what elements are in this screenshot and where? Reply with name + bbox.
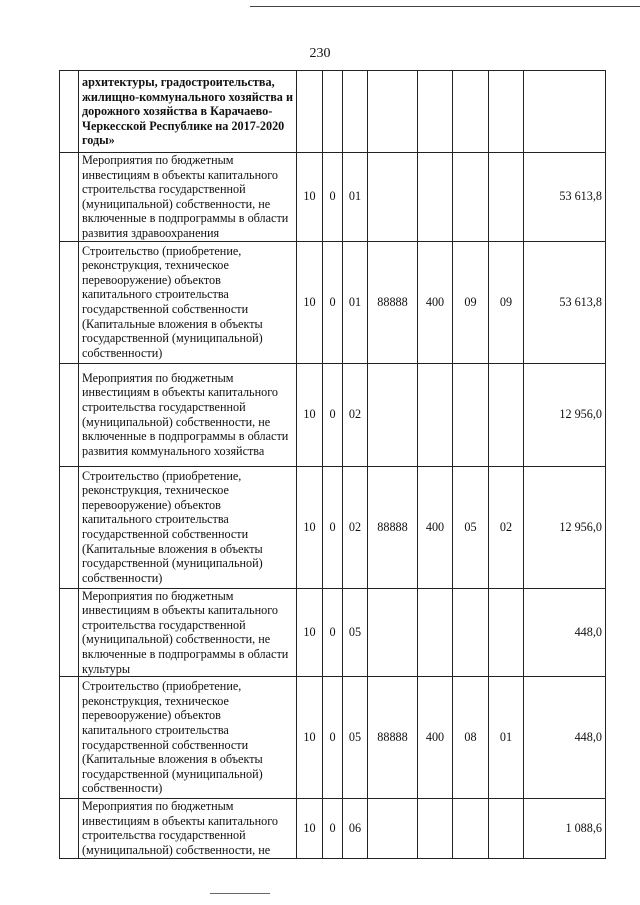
subsection-code bbox=[489, 71, 524, 153]
subsection-code bbox=[489, 588, 524, 677]
table-row bbox=[60, 466, 606, 588]
direction-code bbox=[368, 71, 418, 153]
amount-value: 53 613,8 bbox=[524, 153, 606, 242]
expense-type-code bbox=[418, 588, 453, 677]
amount-value: 12 956,0 bbox=[524, 466, 606, 588]
row-margin-cell bbox=[60, 588, 79, 677]
program-code: 10 bbox=[297, 799, 323, 858]
subprogram-code: 0 bbox=[323, 363, 343, 466]
expense-type-code bbox=[418, 153, 453, 242]
row-margin-cell bbox=[60, 363, 79, 466]
subsection-code bbox=[489, 799, 524, 858]
section-code: 09 bbox=[453, 241, 489, 363]
direction-code: 88888 bbox=[368, 466, 418, 588]
subprogram-code: 0 bbox=[323, 799, 343, 858]
section-code: 05 bbox=[453, 466, 489, 588]
amount-value: 448,0 bbox=[524, 677, 606, 799]
bottom-line bbox=[210, 893, 270, 894]
budget-table bbox=[59, 70, 606, 859]
activity-code: 01 bbox=[343, 153, 368, 242]
subprogram-code: 0 bbox=[323, 588, 343, 677]
subprogram-code: 0 bbox=[323, 153, 343, 242]
row-margin-cell bbox=[60, 677, 79, 799]
direction-code bbox=[368, 363, 418, 466]
program-code: 10 bbox=[297, 466, 323, 588]
row-margin-cell bbox=[60, 71, 79, 153]
program-code: 10 bbox=[297, 153, 323, 242]
table-row bbox=[60, 241, 606, 363]
table-row bbox=[60, 799, 606, 858]
subprogram-code: 0 bbox=[323, 466, 343, 588]
table-row bbox=[60, 71, 606, 153]
amount-value: 1 088,6 bbox=[524, 799, 606, 858]
row-margin-cell bbox=[60, 153, 79, 242]
section-code bbox=[453, 363, 489, 466]
direction-code: 88888 bbox=[368, 677, 418, 799]
activity-code: 02 bbox=[343, 466, 368, 588]
row-name: Строительство (приобретение, реконструкция, техническое перевооружение) объектов капитального строительства государственной собственности (Капитальные вложения в объекты государственной (муниципальной) собственности) bbox=[79, 466, 297, 588]
activity-code bbox=[343, 71, 368, 153]
expense-type-code: 400 bbox=[418, 241, 453, 363]
direction-code bbox=[368, 588, 418, 677]
activity-code: 06 bbox=[343, 799, 368, 858]
table-row bbox=[60, 677, 606, 799]
row-name: Мероприятия по бюджетным инвестициям в объекты капитального строительства государственной (муниципальной) собственности, не включенные в подпрограммы в области развития здравоохранения bbox=[79, 153, 297, 242]
program-code: 10 bbox=[297, 677, 323, 799]
direction-code bbox=[368, 799, 418, 858]
activity-code: 02 bbox=[343, 363, 368, 466]
direction-code: 88888 bbox=[368, 241, 418, 363]
section-code bbox=[453, 71, 489, 153]
table-row bbox=[60, 588, 606, 677]
activity-code: 05 bbox=[343, 588, 368, 677]
amount-value: 53 613,8 bbox=[524, 241, 606, 363]
table-row bbox=[60, 363, 606, 466]
amount-value: 448,0 bbox=[524, 588, 606, 677]
amount-value: 12 956,0 bbox=[524, 363, 606, 466]
row-margin-cell bbox=[60, 241, 79, 363]
program-code: 10 bbox=[297, 588, 323, 677]
row-name: Мероприятия по бюджетным инвестициям в объекты капитального строительства государственной (муниципальной) собственности, не включенные в подпрограммы в области развития коммунального хозяйства bbox=[79, 363, 297, 466]
program-code bbox=[297, 71, 323, 153]
row-name: Мероприятия по бюджетным инвестициям в объекты капитального строительства государственной (муниципальной) собственности, не bbox=[79, 799, 297, 858]
row-margin-cell bbox=[60, 799, 79, 858]
expense-type-code bbox=[418, 363, 453, 466]
subsection-code: 01 bbox=[489, 677, 524, 799]
section-code bbox=[453, 588, 489, 677]
section-code bbox=[453, 799, 489, 858]
table-row bbox=[60, 153, 606, 242]
row-name: Мероприятия по бюджетным инвестициям в объекты капитального строительства государственной (муниципальной) собственности, не включенные в подпрограммы в области культуры bbox=[79, 588, 297, 677]
expense-type-code: 400 bbox=[418, 466, 453, 588]
subsection-code: 02 bbox=[489, 466, 524, 588]
activity-code: 01 bbox=[343, 241, 368, 363]
table-body bbox=[60, 71, 606, 859]
expense-type-code bbox=[418, 799, 453, 858]
expense-type-code bbox=[418, 71, 453, 153]
subsection-code bbox=[489, 363, 524, 466]
section-code: 08 bbox=[453, 677, 489, 799]
page-number: 230 bbox=[309, 46, 331, 61]
amount-value bbox=[524, 71, 606, 153]
expense-type-code: 400 bbox=[418, 677, 453, 799]
row-name: Строительство (приобретение, реконструкция, техническое перевооружение) объектов капитального строительства государственной собственности (Капитальные вложения в объекты государственной (муниципальной) собственности) bbox=[79, 241, 297, 363]
row-margin-cell bbox=[60, 466, 79, 588]
activity-code: 05 bbox=[343, 677, 368, 799]
row-name: Строительство (приобретение, реконструкция, техническое перевооружение) объектов капитального строительства государственной собственности (Капитальные вложения в объекты государственной (муниципальной) собственности) bbox=[79, 677, 297, 799]
program-code: 10 bbox=[297, 241, 323, 363]
subprogram-code: 0 bbox=[323, 241, 343, 363]
section-code bbox=[453, 153, 489, 242]
subsection-code: 09 bbox=[489, 241, 524, 363]
row-name: архитектуры, градостроительства, жилищно-коммунального хозяйства и дорожного хозяйства в Карачаево-Черкесской Республике на 2017-2020 годы» bbox=[79, 71, 297, 153]
direction-code bbox=[368, 153, 418, 242]
subsection-code bbox=[489, 153, 524, 242]
subprogram-code bbox=[323, 71, 343, 153]
program-code: 10 bbox=[297, 363, 323, 466]
top-border-line bbox=[250, 6, 640, 7]
subprogram-code: 0 bbox=[323, 677, 343, 799]
